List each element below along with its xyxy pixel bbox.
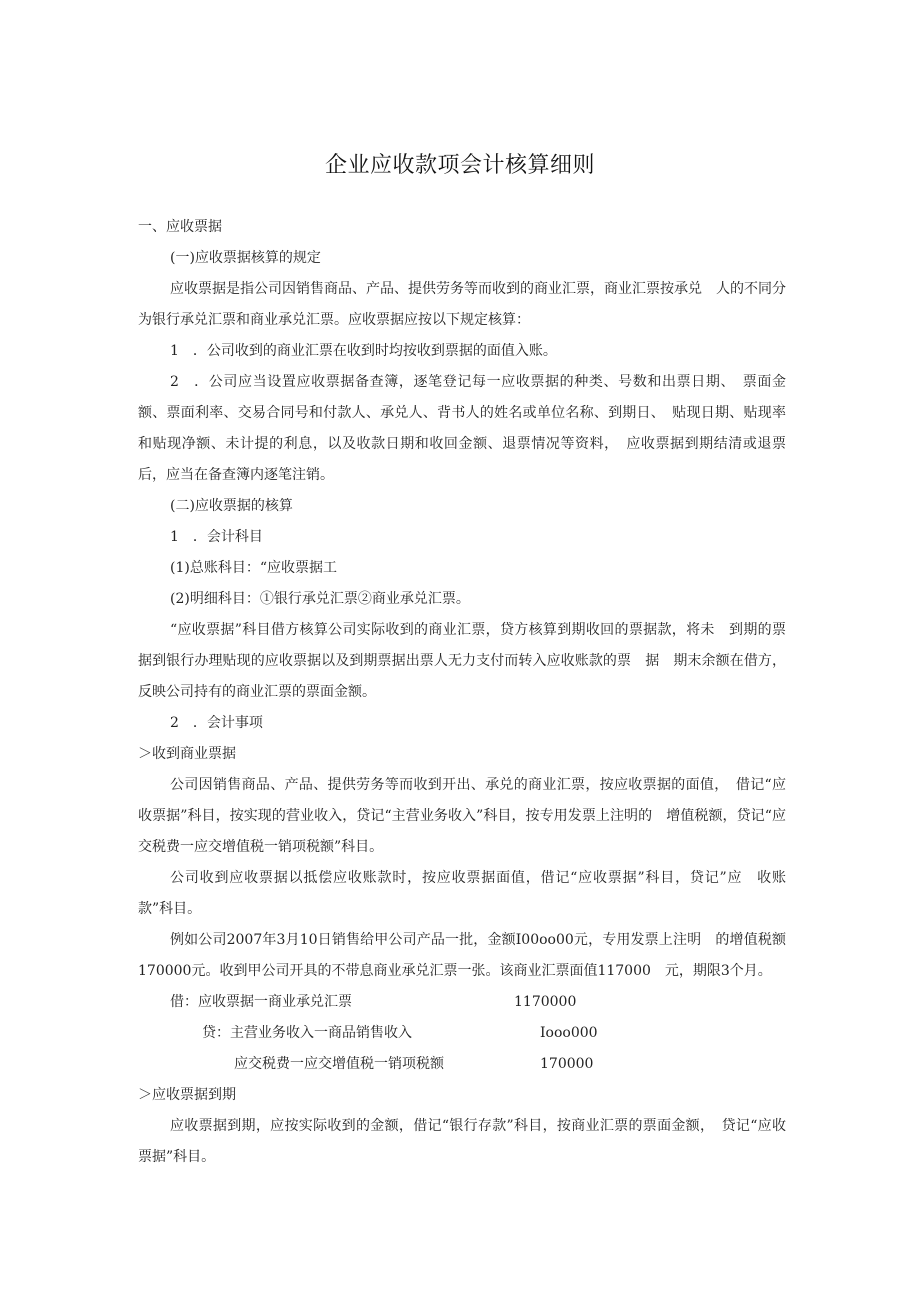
journal-entry-row [138,1018,786,1049]
journal-account: 贷：主营业务收入一商品销售收入 [202,1025,412,1041]
journal-account: 借：应收票据一商业承兑汇票 [170,994,352,1010]
paragraph: 公司收到应收票据以抵偿应收账款时，按应收票据面值，借记“应收票据”科目，贷记”应 收账款”科目。 [138,870,786,917]
list-item: 2 ．公司应当设置应收票据备查簿，逐笔登记每一应收票据的种类、号数和出票日期、 票面金额、票面利率、交易合同号和付款人、承兑人、背书人的姓名或单位名称、到期日、 贴现日期、贴现率和贴现净额、未计提的利息，以及收款日期和收回金额、退票情况等资料， 应收票据到期结清或退票后，应当在备查簿内逐笔注销。 [138,374,786,483]
journal-account: 应交税费一应交增值税一销项税额 [234,1056,444,1072]
subsection-heading: (二)应收票据的核算 [170,498,293,514]
list-item: (1)总账科目：“应收票据工 [170,560,337,576]
section-heading: 一、应收票据 [138,219,222,235]
journal-amount: Iooo000 [540,1025,598,1041]
journal-amount: 1170000 [514,994,577,1010]
journal-entry-row [138,1049,786,1080]
list-item: 1 ．会计科目 [170,529,263,545]
list-item: 1 ．公司收到的商业汇票在收到时均按收到票据的面值入账。 [170,343,557,359]
journal-amount: 170000 [540,1056,594,1072]
paragraph: 公司因销售商品、产品、提供劳务等而收到开出、承兑的商业汇票，按应收票据的面值， 借记“应收票据”科目，按实现的营业收入，贷记“主营业务收入”科目，按专用发票上注明的 增值税额，贷记“应交税费一应交增值税一销项税额”科目。 [138,777,786,855]
journal-entry-row [138,987,786,1018]
document-title: 企业应收款项会计核算细则 [324,153,595,178]
document-body [138,212,786,1173]
paragraph: 例如公司2007年3月10日销售给甲公司产品一批，金额I00oo00元，专用发票上注明 的增值税额170000元。收到甲公司开具的不带息商业承兑汇票一张。该商业汇票面值117000 元，期限3个月。 [138,932,786,979]
list-item: 2 ．会计事项 [170,715,263,731]
paragraph: 应收票据到期，应按实际收到的金额，借记“银行存款”科目，按商业汇票的票面金额， 贷记“应收票据”科目。 [138,1118,786,1165]
list-item: (2)明细科目：①银行承兑汇票②商业承兑汇票。 [170,591,470,607]
subsection-heading: (一)应收票据核算的规定 [170,250,321,266]
bullet-heading: ＞收到商业票据 [138,746,236,762]
paragraph: “应收票据”科目借方核算公司实际收到的商业汇票，贷方核算到期收回的票据款，将未 到期的票据到银行办理贴现的应收票据以及到期票据出票人无力支付而转入应收账款的票 据 期末余额在借方，反映公司持有的商业汇票的票面金额。 [138,622,786,700]
bullet-heading: ＞应收票据到期 [138,1087,236,1103]
paragraph: 应收票据是指公司因销售商品、产品、提供劳务等而收到的商业汇票，商业汇票按承兑 人的不同分为银行承兑汇票和商业承兑汇票。应收票据应按以下规定核算： [138,281,786,328]
